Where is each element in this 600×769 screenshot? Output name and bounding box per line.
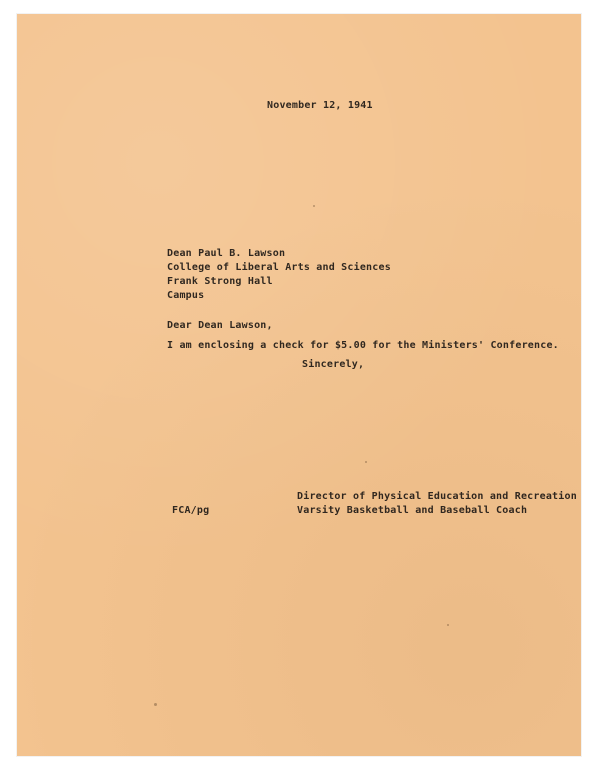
paper-speck (154, 703, 157, 706)
closing: Sincerely, (302, 359, 365, 370)
reference-initials: FCA/pg (172, 505, 210, 516)
letter-date: November 12, 1941 (267, 100, 373, 111)
paper-speck (313, 205, 315, 207)
letter-body: I am enclosing a check for $5.00 for the Ministers' Conference. (167, 340, 559, 351)
addressee-line-2: College of Liberal Arts and Sciences (167, 262, 391, 273)
signature-line-1: Director of Physical Education and Recreation (297, 491, 577, 502)
letter-page (17, 14, 581, 756)
salutation: Dear Dean Lawson, (167, 320, 273, 331)
paper-speck (447, 624, 449, 626)
addressee-line-1: Dean Paul B. Lawson (167, 248, 286, 259)
paper-speck (365, 461, 367, 463)
addressee-line-4: Campus (167, 290, 205, 301)
addressee-line-3: Frank Strong Hall (167, 276, 273, 287)
signature-line-2: Varsity Basketball and Baseball Coach (297, 505, 528, 516)
